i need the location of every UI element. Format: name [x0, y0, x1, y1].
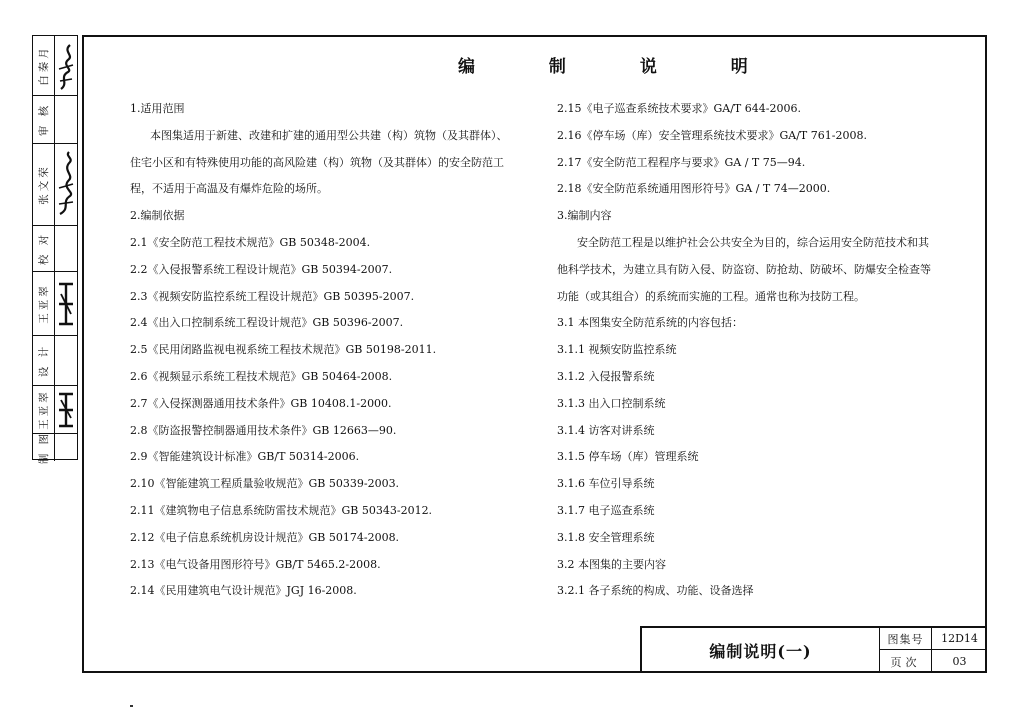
reference-item: 2.6《视频显示系统工程技术规范》GB 50464-2008.: [130, 369, 393, 383]
atlas-number-value: 12D14: [932, 628, 987, 650]
reference-item: 2.16《停车场（库）安全管理系统技术要求》GA/T 761-2008.: [557, 128, 867, 142]
paragraph-line: 功能（或其组合）的系统而实施的工程。通常也称为技防工程。: [557, 289, 865, 303]
sidebar-cell: [33, 36, 77, 96]
paragraph-line: 他科学技术，为建立具有防入侵、防盗窃、防抢劫、防破坏、防爆安全检查等: [557, 262, 931, 276]
reference-item: 2.14《民用建筑电气设计规范》JGJ 16-2008.: [130, 584, 357, 598]
section-heading: 3.编制内容: [557, 209, 612, 223]
drawing-name: 编制说明(一): [642, 628, 880, 673]
reference-item: 2.10《智能建筑工程质量验收规范》GB 50339-2003.: [130, 477, 400, 491]
paragraph-line: 安全防范工程是以维护社会公共安全为目的，综合运用安全防范技术和其: [577, 235, 929, 249]
paragraph-line: 住宅小区和有特殊使用功能的高风险建（构）筑物（及其群体）的安全防范工: [130, 155, 504, 169]
list-item: 3.1.8 安全管理系统: [557, 530, 655, 544]
page-number-label: 页次: [880, 650, 932, 673]
reference-item: 2.1《安全防范工程技术规范》GB 50348-2004.: [130, 235, 371, 249]
sidebar-cell: [33, 336, 77, 386]
list-item: 3.1.3 出入口控制系统: [557, 396, 666, 410]
sidebar-cell: [33, 386, 77, 434]
list-item: 3.2.1 各子系统的构成、功能、设备选择: [557, 584, 754, 598]
reference-item: 2.8《防盗报警控制器通用技术条件》GB 12663—90.: [130, 423, 397, 437]
reference-item: 2.7《入侵探测器通用技术条件》GB 10408.1-2000.: [130, 396, 392, 410]
signature-icon: [55, 36, 77, 95]
sidebar-cell: [33, 272, 77, 336]
subsection-heading: 3.1 本图集安全防范系统的内容包括：: [557, 316, 743, 330]
sidebar-cell: [33, 144, 77, 226]
reference-item: 2.12《电子信息系统机房设计规范》GB 50174-2008.: [130, 530, 400, 544]
subsection-heading: 3.2 本图集的主要内容: [557, 557, 666, 571]
sidebar-label: 制 图: [38, 430, 50, 465]
sidebar-cell: [33, 96, 77, 144]
reference-item: 2.2《入侵报警系统工程设计规范》GB 50394-2007.: [130, 262, 393, 276]
sidebar-label: 审 核: [38, 102, 50, 137]
sidebar-label: 校 对: [38, 231, 50, 266]
list-item: 3.1.5 停车场（库）管理系统: [557, 450, 699, 464]
reference-item: 2.5《民用闭路监视电视系统工程技术规范》GB 50198-2011.: [130, 343, 437, 357]
title-block: [640, 626, 987, 673]
reference-item: 2.13《电气设备用图形符号》GB/T 5465.2-2008.: [130, 557, 381, 571]
list-item: 3.1.7 电子巡查系统: [557, 503, 655, 517]
left-column: [130, 96, 540, 605]
reference-item: 2.17《安全防范工程程序与要求》GA / T 75—94.: [557, 155, 806, 169]
list-item: 3.1.2 入侵报警系统: [557, 369, 655, 383]
sidebar-cell: [33, 226, 77, 272]
page-title: 编 制 说 明: [458, 57, 782, 77]
right-column: [557, 96, 967, 605]
signature-icon: [55, 386, 77, 433]
sidebar-label: 白秦月: [38, 45, 50, 86]
section-heading: 2.编制依据: [130, 209, 185, 223]
reference-item: 2.4《出入口控制系统工程设计规范》GB 50396-2007.: [130, 316, 404, 330]
atlas-number-label: 图集号: [880, 628, 932, 650]
sidebar-label: 设 计: [38, 343, 50, 378]
list-item: 3.1.4 访客对讲系统: [557, 423, 655, 437]
signature-icon: [55, 272, 77, 335]
reference-item: 2.11《建筑物电子信息系统防雷技术规范》GB 50343-2012.: [130, 503, 433, 517]
reference-item: 2.18《安全防范系统通用图形符号》GA / T 74—2000.: [557, 182, 831, 196]
paragraph-line: 程，不适用于高温及有爆炸危险的场所。: [130, 182, 328, 196]
list-item: 3.1.1 视频安防监控系统: [557, 343, 677, 357]
sidebar-label: 王亚翠: [38, 283, 50, 324]
sidebar-cell: [33, 430, 77, 465]
sidebar-label: 王亚翠: [38, 389, 50, 430]
sidebar-label: 张文荣: [38, 164, 50, 205]
reference-item: 2.3《视频安防监控系统工程设计规范》GB 50395-2007.: [130, 289, 415, 303]
scan-speck: [130, 705, 133, 707]
page-number-value: 03: [952, 655, 967, 668]
section-heading: 1.适用范围: [130, 102, 185, 115]
reference-item: 2.15《电子巡查系统技术要求》GA/T 644-2006.: [557, 102, 801, 115]
signature-icon: [55, 144, 77, 225]
reference-item: 2.9《智能建筑设计标准》GB/T 50314-2006.: [130, 450, 360, 464]
list-item: 3.1.6 车位引导系统: [557, 477, 655, 491]
paragraph-line: 本图集适用于新建、改建和扩建的通用型公共建（构）筑物（及其群体）、: [150, 128, 508, 142]
approval-sidebar: [32, 35, 78, 465]
